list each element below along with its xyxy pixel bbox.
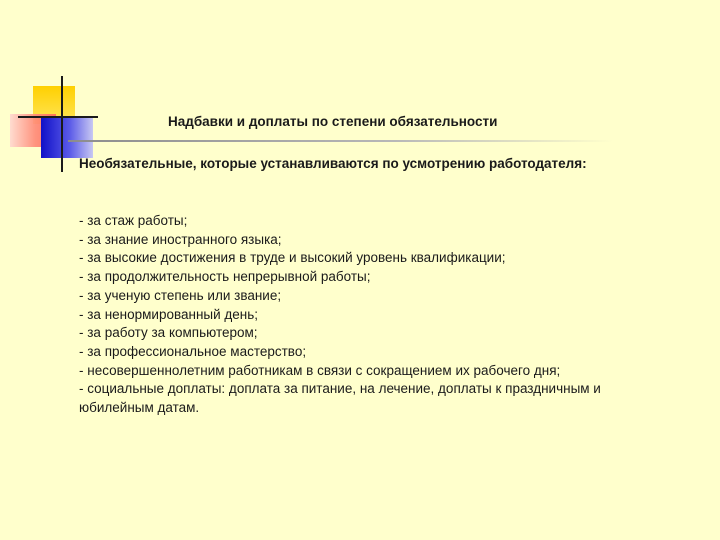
list-item: - социальные доплаты: доплата за питание, на лечение, доплаты к праздничным и юбилейным датам. — [79, 381, 601, 416]
decor-blue-square — [41, 118, 93, 158]
list-item: - за продолжительность непрерывной работы; — [79, 269, 371, 285]
allowance-list — [79, 212, 679, 418]
list-item: - за ненормированный день; — [79, 306, 259, 322]
list-item: - несовершеннолетним работникам в связи с сокращением их рабочего дня; — [79, 362, 561, 378]
list-item: - за знание иностранного языка; — [79, 231, 282, 247]
title-divider — [68, 140, 613, 142]
decor-vertical-line — [61, 76, 63, 172]
slide-subtitle: Необязательные, которые устанавливаются по усмотрению работодателя: — [79, 156, 587, 171]
list-item: - за работу за компьютером; — [79, 325, 258, 341]
decor-horizontal-line — [18, 116, 98, 118]
list-item: - за стаж работы; — [79, 213, 188, 228]
list-item: - за ученую степень или звание; — [79, 287, 282, 303]
list-item: - за профессиональное мастерство; — [79, 343, 307, 359]
list-item: - за высокие достижения в труде и высокий уровень квалификации; — [79, 250, 506, 266]
slide-title: Надбавки и доплаты по степени обязательности — [168, 114, 498, 129]
